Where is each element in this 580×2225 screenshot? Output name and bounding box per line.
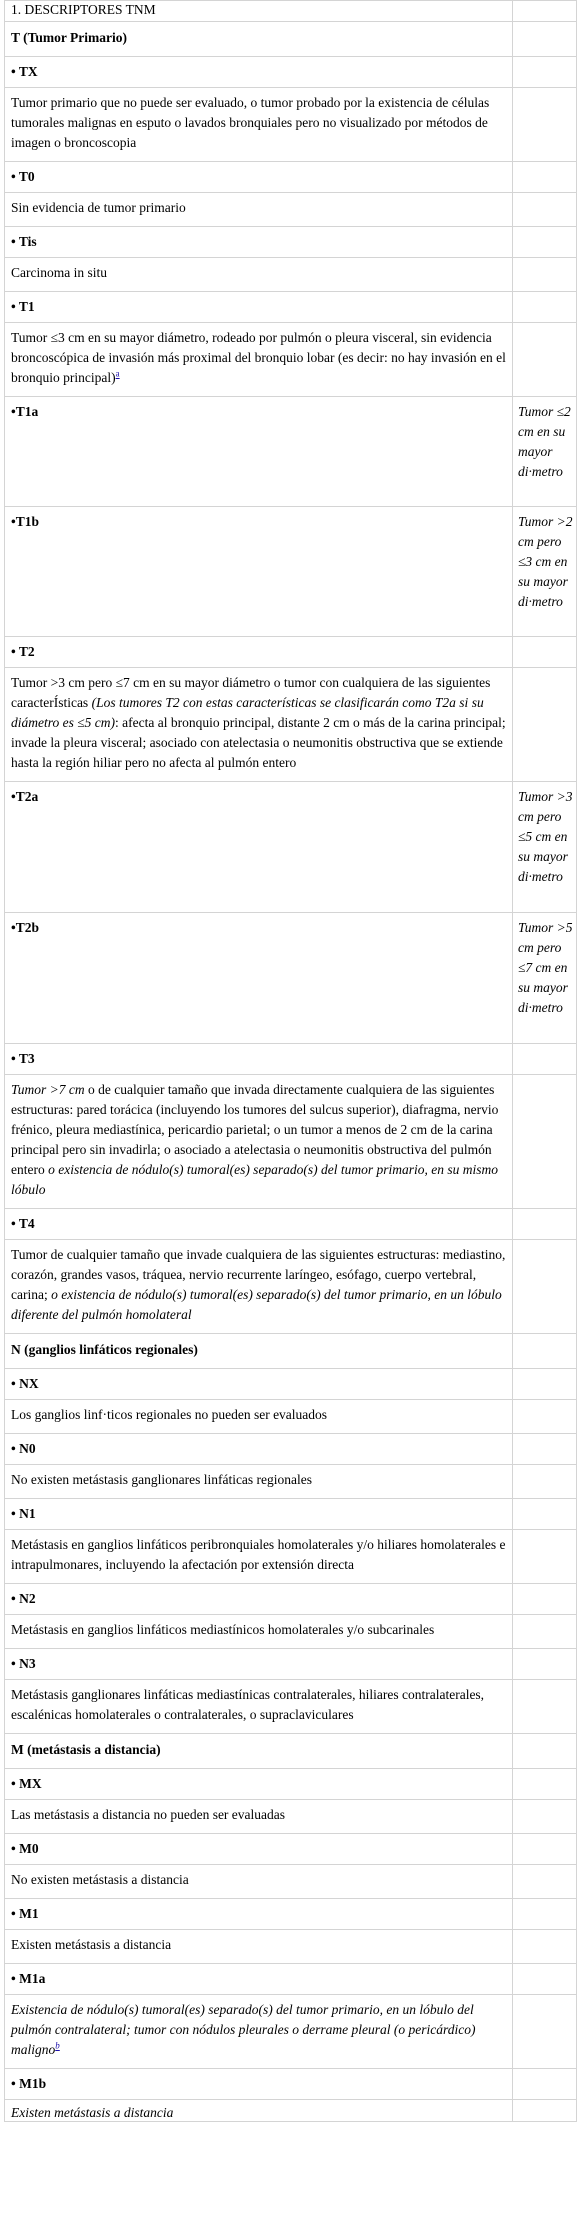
- table-row: [5, 88, 577, 162]
- descriptor-text-t3-mid: o de cualquier tamaño que invada directamente cualquiera de las siguientes estructuras: pared torácica (incluyendo los tumores del sulcus superior), diafragma, nervio frénico, pleura mediastínica, pericardio parietal; o un tumor a menos de 2 cm de la carina principal pero sin invadirla; o asociado a atelectasia o neumonitis obstructiva del pulmón entero: [11, 1082, 499, 1177]
- table-row: [5, 1584, 577, 1615]
- descriptor-label-t1a: •T1a: [5, 397, 513, 507]
- table-row: [5, 1334, 577, 1369]
- descriptor-text-t2-italic: (Los tumores T2 con estas características se clasificarán como T2a si su diámetro es ≤5 cm): [11, 695, 484, 730]
- descriptor-text-t3: [5, 1075, 513, 1209]
- descriptor-label-t2b: •T2b: [5, 913, 513, 1044]
- table-row: [5, 323, 577, 397]
- descriptor-label-t0: • T0: [5, 162, 513, 193]
- descriptor-text-mx: Las metástasis a distancia no pueden ser evaluadas: [5, 1800, 513, 1834]
- table-row: [5, 2100, 577, 2122]
- table-row: [5, 162, 577, 193]
- table-row: [5, 1615, 577, 1649]
- descriptor-text-t1-body: Tumor ≤3 cm en su mayor diámetro, rodeado por pulmón o pleura visceral, sin evidencia broncoscópica de invasión más proximal del bronquio lobar (es decir: no hay invasión en el bronquio principal): [11, 330, 506, 385]
- descriptor-text-m1b: Existen metástasis a distancia: [5, 2100, 513, 2122]
- descriptor-text-m1a-body: Existencia de nódulo(s) tumoral(es) separado(s) del tumor primario, en un lóbulo del pulmón contralateral; tumor con nódulos pleurales o derrame pleural (o pericárdico) maligno: [11, 2002, 476, 2057]
- descriptor-text-t3-italic-start: Tumor >7 cm: [11, 1082, 85, 1097]
- descriptor-label-t2a: •T2a: [5, 782, 513, 913]
- table-row: [5, 1209, 577, 1240]
- table-row: [5, 1369, 577, 1400]
- table-row: [5, 1995, 577, 2069]
- table-row: [5, 1044, 577, 1075]
- table-row: [5, 1930, 577, 1964]
- table-row: [5, 1800, 577, 1834]
- descriptor-text-t3-italic-end: o existencia de nódulo(s) tumoral(es) separado(s) del tumor primario, en su mismo lóbulo: [11, 1162, 499, 1197]
- descriptor-text-t2-start: Tumor >3 cm pero ≤7 cm en su mayor diámetro o tumor con cualquiera de las siguientes caracterÍsticas: [11, 675, 491, 710]
- descriptor-text-m1a: [5, 1995, 513, 2069]
- footnote-link-b[interactable]: b: [55, 2040, 60, 2051]
- descriptor-label-n0: • N0: [5, 1434, 513, 1465]
- table-row: [5, 1240, 577, 1334]
- descriptor-text-m0: No existen metástasis a distancia: [5, 1865, 513, 1899]
- table-row: [5, 1964, 577, 1995]
- descriptor-label-m1b: • M1b: [5, 2069, 513, 2100]
- table-row: [5, 1734, 577, 1769]
- table-row: [5, 1649, 577, 1680]
- descriptor-label-n1: • N1: [5, 1499, 513, 1530]
- table-row: [5, 1865, 577, 1899]
- descriptor-text-t1: [5, 323, 513, 397]
- descriptor-text-nx: Los ganglios linf·ticos regionales no pueden ser evaluados: [5, 1400, 513, 1434]
- descriptor-side-t2b: Tumor >5 cm pero ≤7 cm en su mayor di·metro: [513, 913, 577, 1044]
- descriptor-label-mx: • MX: [5, 1769, 513, 1800]
- table-row: [5, 1499, 577, 1530]
- table-row: [5, 913, 577, 1044]
- document-title: 1. DESCRIPTORES TNM: [5, 1, 513, 22]
- table-row: [5, 668, 577, 782]
- descriptor-label-tis: • Tis: [5, 227, 513, 258]
- descriptor-text-n1: Metástasis en ganglios linfáticos peribronquiales homolaterales y/o hiliares homolaterales e intrapulmonares, incluyendo la afectación por extensión directa: [5, 1530, 513, 1584]
- descriptor-side-t1a: Tumor ≤2 cm en su mayor di·metro: [513, 397, 577, 507]
- descriptor-label-t2: • T2: [5, 637, 513, 668]
- table-row: [5, 1465, 577, 1499]
- table-row: [5, 193, 577, 227]
- section-heading-m: M (metástasis a distancia): [5, 1734, 513, 1769]
- table-row: [5, 1434, 577, 1465]
- table-row: [5, 397, 577, 507]
- descriptor-label-t1b: •T1b: [5, 507, 513, 637]
- descriptor-text-t2: [5, 668, 513, 782]
- table-row: [5, 1769, 577, 1800]
- descriptor-text-tis: Carcinoma in situ: [5, 258, 513, 292]
- table-row: [5, 782, 577, 913]
- descriptor-label-m0: • M0: [5, 1834, 513, 1865]
- tnm-descriptors-table: [4, 0, 577, 2122]
- descriptor-label-m1a: • M1a: [5, 1964, 513, 1995]
- descriptor-label-t4: • T4: [5, 1209, 513, 1240]
- descriptor-label-nx: • NX: [5, 1369, 513, 1400]
- table-row: [5, 1400, 577, 1434]
- table-row: [5, 1834, 577, 1865]
- table-row: [5, 292, 577, 323]
- table-row: [5, 1075, 577, 1209]
- footnote-link-a[interactable]: a: [115, 368, 120, 379]
- section-heading-t: T (Tumor Primario): [5, 22, 513, 57]
- descriptor-text-t4-italic: o existencia de nódulo(s) tumoral(es) separado(s) del tumor primario, en un lóbulo diferente del pulmón homolateral: [11, 1287, 502, 1322]
- descriptor-label-t1: • T1: [5, 292, 513, 323]
- section-heading-n: N (ganglios linfáticos regionales): [5, 1334, 513, 1369]
- descriptor-side-t1b: Tumor >2 cm pero ≤3 cm en su mayor di·metro: [513, 507, 577, 637]
- descriptor-side-t2a: Tumor >3 cm pero ≤5 cm en su mayor di·metro: [513, 782, 577, 913]
- table-row: [5, 1, 577, 22]
- descriptor-text-t4-start: Tumor de cualquier tamaño que invade cualquiera de las siguientes estructuras: mediastino, corazón, grandes vasos, tráquea, nervio recurrente laríngeo, esófago, cuerpo vertebral, carina;: [11, 1247, 506, 1302]
- descriptor-text-m1: Existen metástasis a distancia: [5, 1930, 513, 1964]
- table-row: [5, 1899, 577, 1930]
- descriptor-text-n0: No existen metástasis ganglionares linfáticas regionales: [5, 1465, 513, 1499]
- descriptor-label-n2: • N2: [5, 1584, 513, 1615]
- descriptor-text-n3: Metástasis ganglionares linfáticas mediastínicas contralaterales, hiliares contralaterales, escalénicas homolaterales o contralaterales, o supraclaviculares: [5, 1680, 513, 1734]
- table-row: [5, 57, 577, 88]
- descriptor-text-t2-end: : afecta al bronquio principal, distante 2 cm o más de la carina principal; invade la pleura visceral; asociado con atelectasia o neumonitis obstructiva que se extiende hasta la región hiliar pero no afecta al pulmón entero: [11, 715, 506, 770]
- table-row: [5, 637, 577, 668]
- descriptor-label-tx: • TX: [5, 57, 513, 88]
- table-row: [5, 1530, 577, 1584]
- descriptor-text-t4: [5, 1240, 513, 1334]
- descriptor-text-tx: Tumor primario que no puede ser evaluado, o tumor probado por la existencia de células tumorales malignas en esputo o lavados bronquiales pero no visualizado por métodos de imagen o broncoscopia: [5, 88, 513, 162]
- table-row: [5, 507, 577, 637]
- descriptor-text-t0: Sin evidencia de tumor primario: [5, 193, 513, 227]
- table-row: [5, 1680, 577, 1734]
- table-row: [5, 22, 577, 57]
- table-row: [5, 227, 577, 258]
- descriptor-label-n3: • N3: [5, 1649, 513, 1680]
- descriptor-label-t3: • T3: [5, 1044, 513, 1075]
- descriptor-label-m1: • M1: [5, 1899, 513, 1930]
- table-row: [5, 2069, 577, 2100]
- descriptor-text-n2: Metástasis en ganglios linfáticos mediastínicos homolaterales y/o subcarinales: [5, 1615, 513, 1649]
- table-row: [5, 258, 577, 292]
